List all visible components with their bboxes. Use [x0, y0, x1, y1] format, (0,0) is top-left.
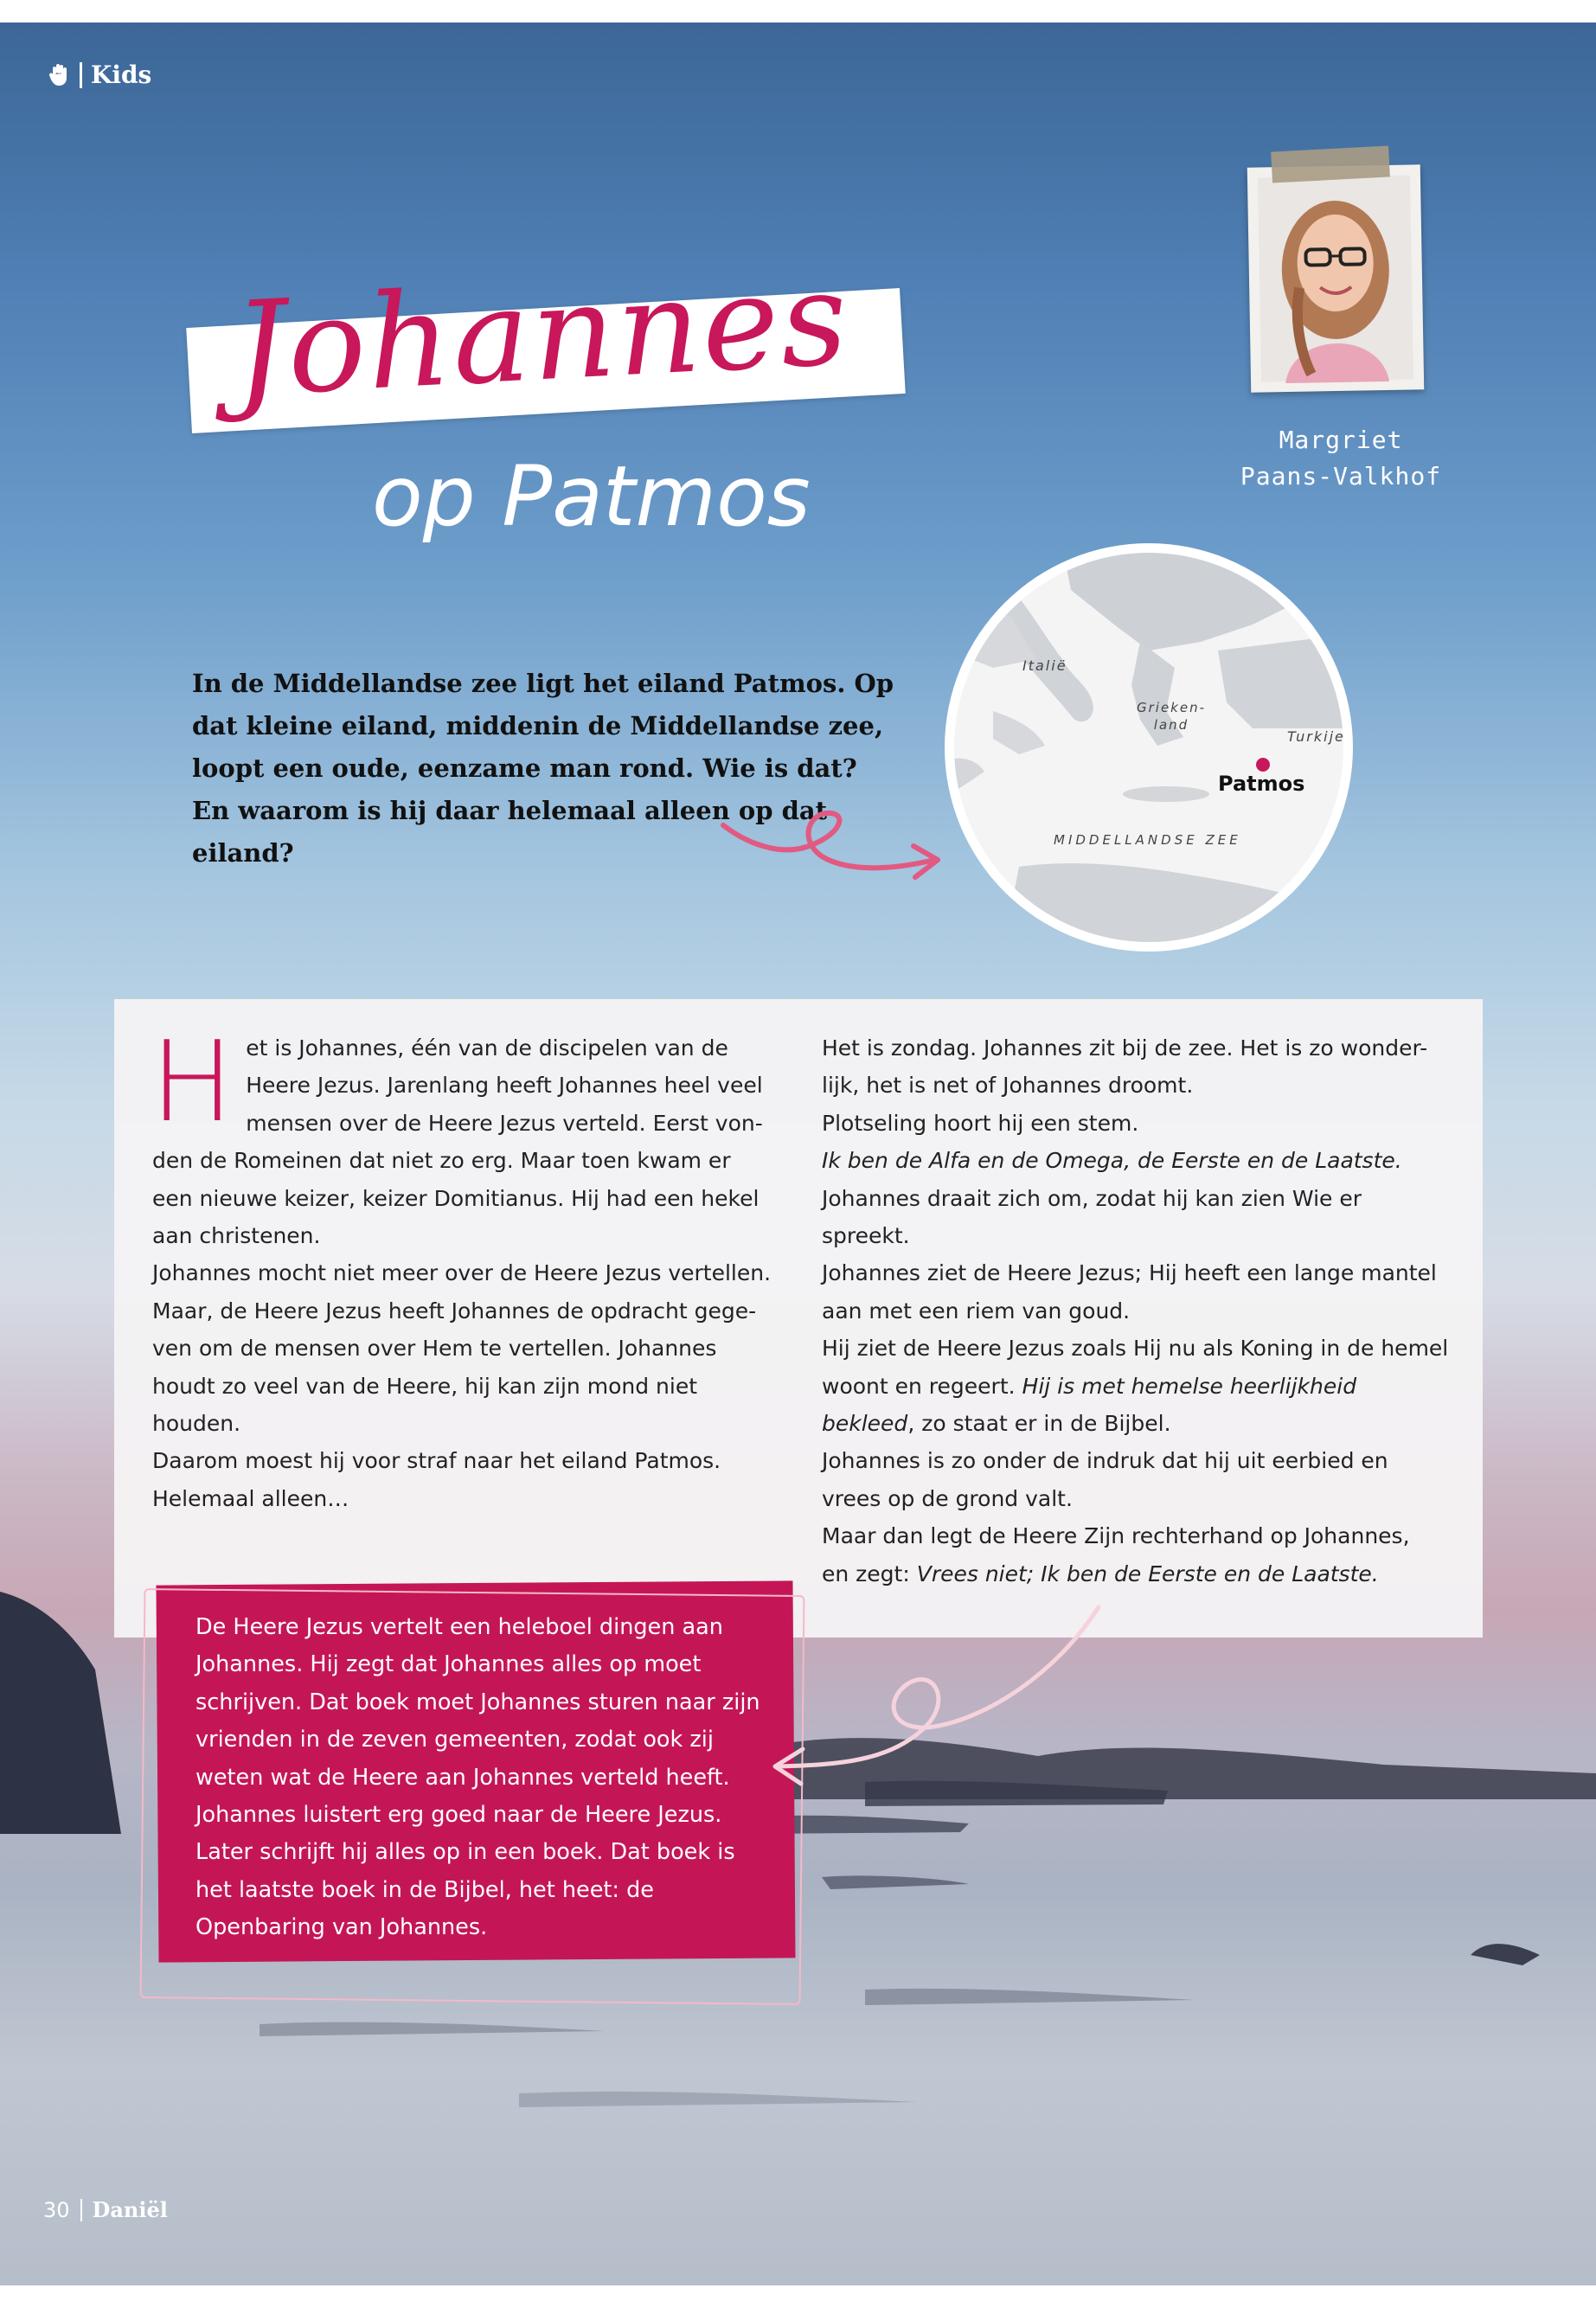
story-text: Hij ziet de Heere Jezus zoals Hij nu als Koning in de hemel woont en regeert.: [822, 1336, 1449, 1399]
story-paragraph: Het is zondag. Johannes zit bij de zee. Het is zo wonder-lijk, het is net of Johannes droomt.: [822, 1035, 1428, 1099]
map-label-greece: [1137, 699, 1206, 734]
page-title: Johannes: [229, 243, 853, 426]
author-firstname: Margriet: [1279, 426, 1403, 454]
map-label-italy: Italië: [1022, 657, 1067, 674]
intro-text: In de Middellandse zee ligt het eiland Patmos. Op dat kleine eiland, middenin de Middellandse zee, loopt een oude, eenzame man rond. Wie is dat? En waarom is hij daar helemaal alleen op dat eiland?: [192, 669, 894, 868]
map-label-greece-2: land: [1153, 717, 1189, 733]
page-footer: [43, 2197, 168, 2222]
story-column-left: [151, 1018, 775, 1517]
map-label-sea: MIDDELLANDSE ZEE: [1054, 832, 1241, 848]
drop-cap: H: [151, 1018, 234, 1147]
section-tag: [48, 61, 151, 89]
callout-text: De Heere Jezus vertelt een heleboel dingen aan Johannes. Hij zegt dat Johannes alles op moet schrijven. Dat boek moet Johannes sturen naar zijn vrienden in de zeven gemeenten, zodat ook zij weten wat de Heere aan Johannes verteld heeft. Johannes luistert erg goed naar de Heere Jezus. Later schrijft hij alles op in een boek. Dat boek is het laatste boek in de Bijbel, het heet: de Openbaring van Johannes.: [195, 1614, 760, 1941]
page-subtitle: op Patmos: [372, 448, 811, 545]
footer-separator: [80, 2199, 82, 2221]
photo-tape: [1271, 145, 1390, 183]
magazine-name: Daniël: [92, 2197, 168, 2222]
story-paragraph: Maar dan legt de Heere Zijn rechterhand op Johannes,: [822, 1523, 1410, 1549]
map-label-turkey: Turkije: [1287, 728, 1345, 745]
story-text: , zo staat er in de Bijbel.: [907, 1411, 1171, 1437]
story-paragraph: Johannes is zo onder de indruk dat hij uit eerbied en vrees op de grond valt.: [822, 1448, 1388, 1511]
author-photo: [1247, 164, 1425, 392]
story-paragraph: et is Johannes, één van de discipelen van de Heere Jezus. Jarenlang heeft Johannes heel veel mensen over de Heere Jezus verteld. Eerst von-den de Romeinen dat niet zo erg. Maar toen kwam er een nieuwe keizer, keizer Domitianus. Hij had een hekel aan christenen.: [152, 1035, 763, 1249]
author-name: [1202, 422, 1479, 495]
map-label-greece-1: Grieken-: [1137, 700, 1207, 715]
author-portrait: [1247, 164, 1425, 392]
map-label-patmos: Patmos: [1218, 772, 1305, 796]
author-lastname: Paans-Valkhof: [1240, 462, 1442, 490]
patmos-map: [941, 538, 1356, 957]
hand-icon: [48, 63, 71, 87]
story-paragraph: Daarom moest hij voor straf naar het eiland Patmos. Helemaal alleen…: [152, 1448, 721, 1511]
quote-alpha-omega: Ik ben de Alfa en de Omega, de Eerste en de Laatste.: [822, 1148, 1402, 1174]
curly-arrow-icon: [718, 796, 952, 891]
page-top-border: [0, 0, 1596, 22]
quote-fear-not: Vrees niet; Ik ben de Eerste en de Laatste.: [916, 1561, 1379, 1586]
story-paragraph: Johannes mocht niet meer over de Heere Jezus vertellen. Maar, de Heere Jezus heeft Johannes de opdracht gege-ven om de mensen over Hem te vertellen. Johannes houdt zo veel van de Heere, hij kan zijn mond niet houden.: [152, 1260, 772, 1437]
story-paragraph: Johannes ziet de Heere Jezus; Hij heeft een lange mantel aan met een riem van goud.: [822, 1260, 1437, 1324]
story-column-right: [822, 1029, 1453, 1593]
story-paragraph: Johannes draait zich om, zodat hij kan zien Wie er spreekt.: [822, 1185, 1362, 1249]
map-graphic: [941, 538, 1356, 957]
page-bottom-border: [0, 2285, 1596, 2301]
story-text: en zegt:: [822, 1561, 917, 1586]
quote-glory: Hij is met hemelse heerlijkheid bekleed: [822, 1373, 1357, 1437]
callout-arrow-icon: [761, 1597, 1107, 1796]
tag-separator: [80, 62, 82, 88]
page-number: 30: [43, 2197, 70, 2222]
story-paragraph: Plotseling hoort hij een stem.: [822, 1110, 1139, 1136]
section-label: Kids: [91, 61, 152, 89]
